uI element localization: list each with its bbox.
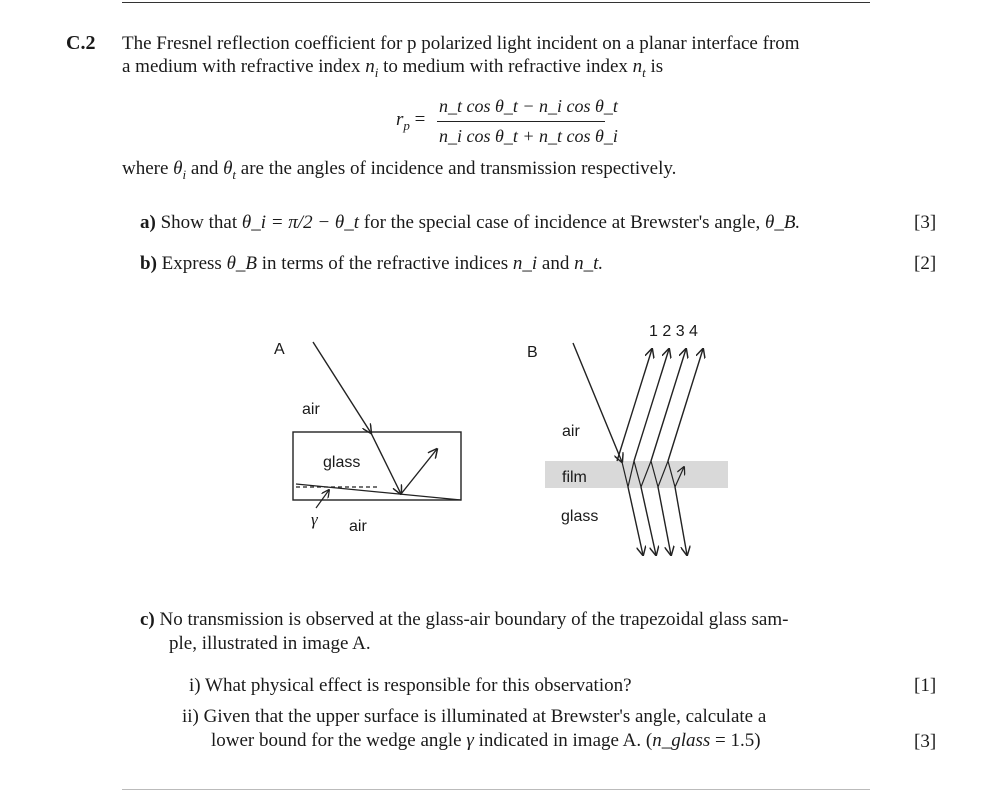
where-and: and — [186, 158, 224, 179]
n-t-sub: t — [642, 64, 646, 80]
transmitted-ray-1 — [628, 487, 643, 555]
intro-text-mid: to medium with refractive index — [378, 56, 633, 77]
part-c-text: No transmission is observed at the glass-air boundary of the trapezoidal glass sam- — [159, 609, 789, 630]
part-a-text-end: for the special case of incidence at Brewster's angle, — [359, 212, 765, 233]
part-c-ii-text: Given that the upper surface is illuminated at Brewster's angle, calculate a — [203, 706, 767, 727]
reflected-ray-4 — [668, 349, 703, 461]
part-c-i — [189, 674, 632, 698]
part-c-line-2: ple, illustrated in image A. — [169, 633, 371, 654]
r-symbol: r — [396, 109, 404, 130]
bottom-rule — [122, 789, 870, 790]
part-c-ii-label: ii) — [182, 706, 199, 727]
glass-block — [293, 432, 461, 500]
reflected-ray-3 — [651, 349, 686, 461]
reflected-rays — [617, 349, 703, 461]
part-c-label: c) — [140, 609, 155, 630]
part-a-marks: [3] — [914, 212, 937, 233]
image-b-numbers: 1 2 3 4 — [649, 323, 698, 340]
incident-ray-a — [313, 342, 371, 433]
part-c-ii-n-glass: n_glass — [652, 730, 711, 751]
n-i-sub: i — [374, 64, 379, 80]
intro-line-1: The Fresnel reflection coefficient for p polarized light incident on a planar interface from — [122, 33, 800, 54]
gamma-pointer — [316, 490, 329, 508]
image-a-air-top: air — [302, 401, 320, 418]
equals-sign: = — [414, 109, 426, 130]
part-c-i-text: What physical effect is responsible for this observation? — [205, 675, 632, 696]
transmitted-ray-2 — [641, 487, 656, 555]
transmitted-ray-4 — [675, 487, 687, 555]
reflected-ray-2 — [634, 349, 669, 461]
reflected-ray-1 — [617, 349, 652, 461]
image-b-film: film — [562, 469, 587, 486]
r-sub: p — [403, 117, 410, 133]
n-t: n — [632, 56, 643, 77]
part-b-theta-b: θ_B — [226, 253, 258, 274]
incident-ray-b — [573, 343, 622, 462]
equation-numerator: n_t cos θ_t − n_i cos θ_t — [439, 96, 618, 116]
part-c-ii-marks: [3] — [914, 731, 937, 752]
part-c-ii-text-end: = 1.5) — [710, 730, 761, 751]
theta-t: θ — [223, 158, 233, 179]
image-a-glass: glass — [323, 454, 361, 471]
n-i: n — [365, 56, 375, 77]
part-b-nt: n_t. — [574, 253, 604, 274]
image-b-glass: glass — [561, 508, 599, 525]
part-b-ni: n_i — [512, 253, 538, 274]
transmitted-rays — [628, 487, 687, 555]
part-a-theta-b: θ_B. — [764, 212, 801, 233]
part-a-formula: θ_i = π/2 − θ_t — [241, 212, 360, 233]
equation-denominator: n_i cos θ_t + n_t cos θ_i — [439, 126, 618, 146]
intro-text: a medium with refractive index — [122, 56, 366, 77]
part-a-text: Show that — [160, 212, 242, 233]
reflected-ray-a — [401, 449, 437, 494]
part-c-ii-line-1 — [182, 705, 766, 729]
image-a-label: A — [274, 341, 285, 358]
part-b-label: b) — [140, 253, 157, 274]
intro-text-end: is — [645, 56, 664, 77]
part-c-ii-text-mid: indicated in image A. ( — [473, 730, 653, 751]
part-c-line-1 — [140, 608, 788, 632]
refracted-ray-a — [371, 433, 401, 494]
part-b-marks: [2] — [914, 253, 937, 274]
transmitted-ray-3 — [658, 487, 671, 555]
part-c-ii-gamma: γ — [466, 730, 474, 751]
where-text-end: are the angles of incidence and transmission respectively. — [236, 158, 677, 179]
wedge-line — [296, 484, 461, 500]
part-b-text-mid: in terms of the refractive indices — [257, 253, 513, 274]
theta-i: θ — [173, 158, 183, 179]
where-text: where — [122, 158, 174, 179]
theta-t-sub: t — [232, 166, 237, 182]
theta-i-sub: i — [182, 166, 187, 182]
image-a-air-bottom: air — [349, 518, 367, 535]
part-c-i-marks: [1] — [914, 675, 937, 696]
part-b-and: and — [537, 253, 575, 274]
image-b-label: B — [527, 344, 538, 361]
part-c-ii-text-start: lower bound for the wedge angle — [211, 730, 467, 751]
image-a-gamma: γ — [311, 510, 318, 529]
part-c-i-label: i) — [189, 675, 201, 696]
question-number: C.2 — [66, 32, 96, 54]
part-b-text: Express — [161, 253, 227, 274]
part-c-ii-line-2 — [211, 729, 761, 753]
image-b-air: air — [562, 423, 580, 440]
part-a-label: a) — [140, 212, 156, 233]
